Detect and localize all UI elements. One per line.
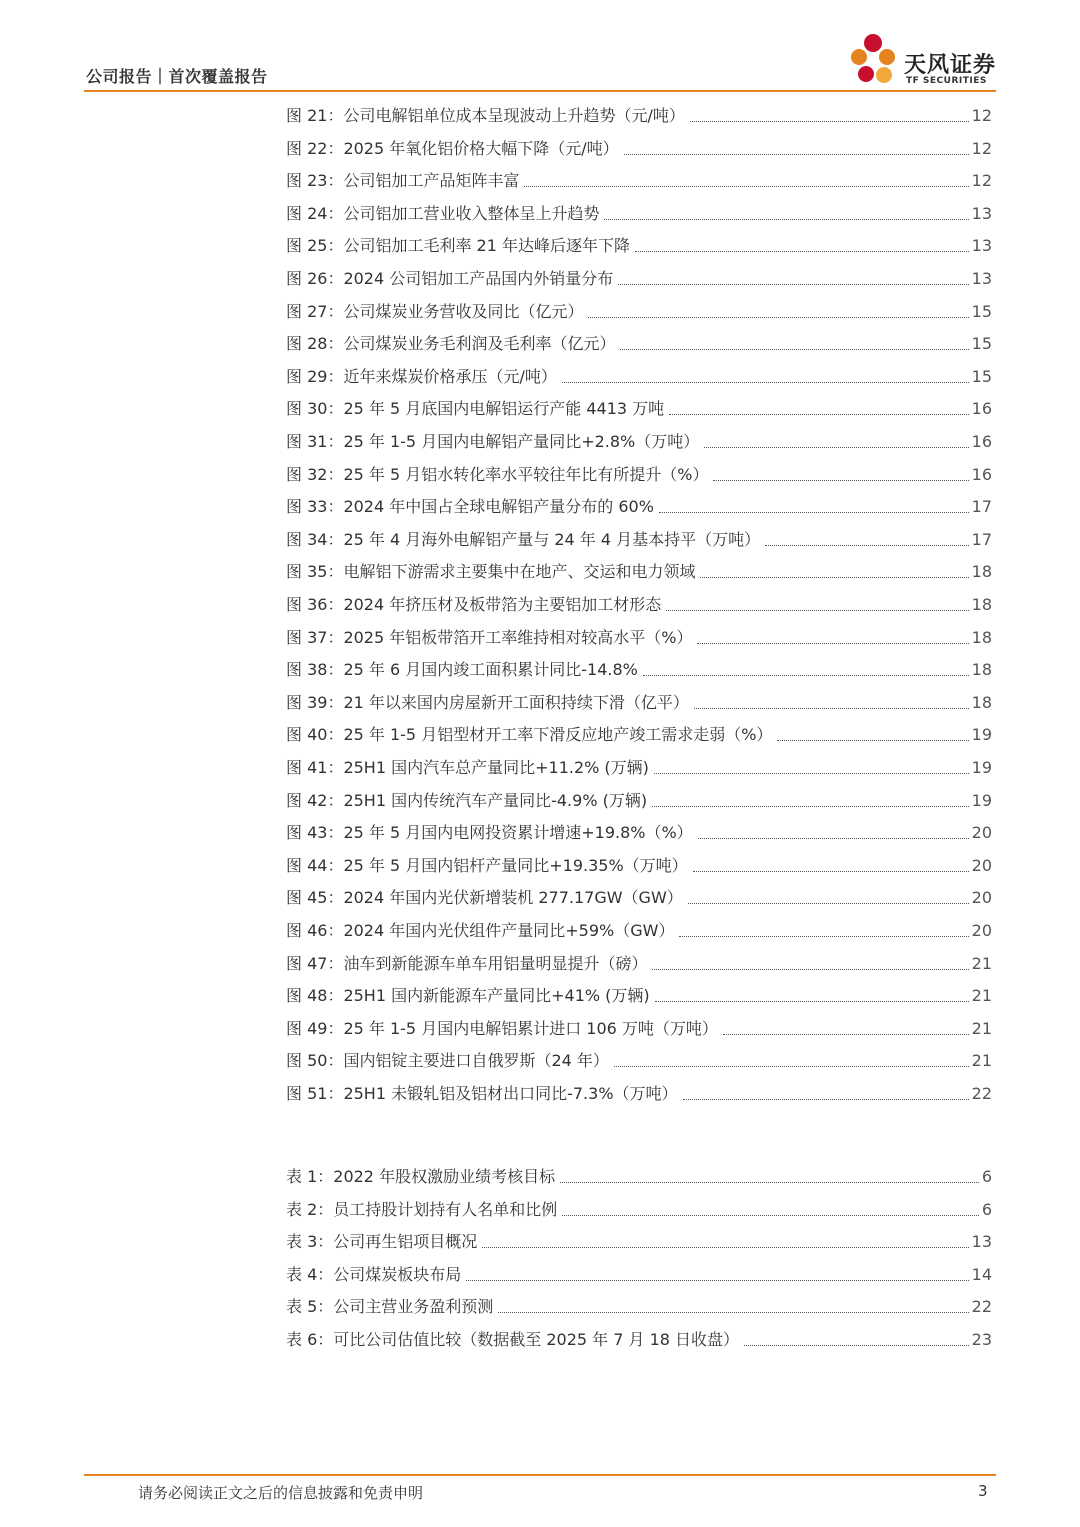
toc-entry[interactable] — [286, 235, 992, 257]
toc-entry-label: 图 25：公司铝加工毛利率 21 年达峰后逐年下降 — [286, 236, 630, 256]
toc-entry-page: 13 — [971, 203, 992, 223]
toc-entry-label: 图 35：电解铝下游需求主要集中在地产、交运和电力领域 — [286, 562, 696, 582]
toc-entry[interactable] — [286, 366, 992, 388]
toc-entry-label: 图 45：2024 年国内光伏新增装机 277.17GW（GW） — [286, 888, 683, 908]
toc-entry-page: 12 — [971, 171, 992, 191]
toc-entry[interactable] — [286, 301, 992, 323]
dot-leader — [669, 414, 969, 415]
toc-entry-label: 图 46：2024 年国内光伏组件产量同比+59%（GW） — [286, 921, 675, 940]
dot-leader — [690, 121, 969, 122]
toc-entry-label: 图 41：25H1 国内汽车总产量同比+11.2% (万辆) — [286, 758, 649, 777]
toc-entry[interactable] — [286, 529, 992, 551]
toc-entry-label: 图 24：公司铝加工营业收入整体呈上升趋势 — [286, 203, 600, 223]
toc-entry-label: 表 3：公司再生铝项目概况 — [286, 1232, 478, 1252]
page-number: 3 — [978, 1482, 988, 1500]
toc-entry[interactable] — [286, 464, 992, 486]
toc-entry[interactable] — [286, 757, 992, 779]
toc-entry[interactable] — [286, 268, 992, 290]
toc-entry-page: 13 — [971, 236, 992, 256]
toc-entry[interactable] — [286, 627, 992, 649]
dot-leader — [694, 708, 969, 709]
toc-entry-page: 22 — [971, 1297, 992, 1317]
dot-leader — [693, 871, 969, 872]
toc-entry-page: 20 — [971, 921, 992, 940]
dot-leader — [765, 545, 969, 546]
toc-entry-page: 15 — [971, 334, 992, 354]
dot-leader — [652, 806, 969, 807]
dot-leader — [643, 675, 969, 676]
dot-leader — [618, 284, 968, 285]
toc-entry-page: 21 — [971, 1051, 992, 1071]
toc-entry[interactable] — [286, 1329, 992, 1351]
dot-leader — [562, 1215, 979, 1216]
dot-leader — [683, 1099, 969, 1100]
toc-entry-label: 表 6：可比公司估值比较（数据截至 2025 年 7 月 18 日收盘） — [286, 1330, 740, 1349]
toc-entry-label: 图 28：公司煤炭业务毛利润及毛利率（亿元） — [286, 334, 616, 354]
flower-logo-icon — [846, 30, 900, 90]
toc-entry-label: 图 49：25 年 1-5 月国内电解铝累计进口 106 万吨（万吨） — [286, 1018, 718, 1038]
toc-entry-label: 图 50：国内铝锭主要进口自俄罗斯（24 年） — [286, 1051, 609, 1071]
toc-entry-label: 图 32：25 年 5 月铝水转化率水平较往年比有所提升（%） — [286, 464, 709, 484]
dot-leader — [624, 154, 969, 155]
dot-leader — [744, 1345, 969, 1346]
toc-entry[interactable] — [286, 1083, 992, 1105]
footer-divider — [84, 1474, 996, 1476]
toc-entry[interactable] — [286, 855, 992, 877]
dot-leader — [482, 1247, 968, 1248]
toc-entry[interactable] — [286, 496, 992, 518]
toc-entry-page: 18 — [971, 627, 992, 647]
toc-entry-label: 表 1：2022 年股权激励业绩考核目标 — [286, 1167, 556, 1186]
toc-entry-page: 15 — [971, 301, 992, 321]
report-type-label: 公司报告｜首次覆盖报告 — [86, 67, 268, 86]
toc-entry-label: 图 48：25H1 国内新能源车产量同比+41% (万辆) — [286, 986, 650, 1006]
toc-entry-page: 18 — [971, 562, 992, 582]
toc-entry-label: 图 51：25H1 未锻轧铝及铝材出口同比-7.3%（万吨） — [286, 1084, 678, 1103]
dot-leader — [588, 317, 968, 318]
toc-entry[interactable] — [286, 659, 992, 681]
toc-entry[interactable] — [286, 822, 992, 844]
dot-leader — [697, 643, 968, 644]
toc-entry-label: 图 30：25 年 5 月底国内电解铝运行产能 4413 万吨 — [286, 399, 665, 419]
toc-entry-label: 图 22：2025 年氧化铝价格大幅下降（元/吨） — [286, 138, 619, 158]
company-logo — [846, 30, 1006, 92]
toc-entry-label: 图 44：25 年 5 月国内铝杆产量同比+19.35%（万吨） — [286, 855, 688, 875]
toc-entry-label: 图 42：25H1 国内传统汽车产量同比-4.9% (万辆) — [286, 790, 648, 810]
toc-entry-label: 图 21：公司电解铝单位成本呈现波动上升趋势（元/吨） — [286, 106, 685, 125]
dot-leader — [777, 740, 968, 741]
toc-entry-page: 18 — [971, 660, 992, 680]
toc-entry[interactable] — [286, 790, 992, 812]
dot-leader — [655, 1001, 969, 1002]
toc-entry-label: 图 47：油车到新能源车单车用铝量明显提升（磅） — [286, 953, 648, 973]
toc-entry-page: 21 — [971, 953, 992, 973]
toc-entry-label: 图 37：2025 年铝板带箔开工率维持相对较高水平（%） — [286, 627, 693, 647]
dot-leader — [560, 1182, 979, 1183]
toc-entry-page: 18 — [971, 692, 992, 712]
toc-entry-page: 6 — [981, 1167, 992, 1186]
dot-leader — [635, 251, 969, 252]
toc-entry-page: 19 — [971, 790, 992, 810]
toc-entry-label: 图 34：25 年 4 月海外电解铝产量与 24 年 4 月基本持平（万吨） — [286, 529, 761, 549]
toc-entry[interactable] — [286, 887, 992, 909]
toc-entry-label: 图 40：25 年 1-5 月铝型材开工率下滑反应地产竣工需求走弱（%） — [286, 725, 773, 745]
toc-entry-page: 6 — [981, 1199, 992, 1219]
toc-entry[interactable] — [286, 105, 992, 127]
dot-leader — [666, 610, 968, 611]
header-divider — [84, 90, 996, 92]
dot-leader — [466, 1280, 968, 1281]
toc-entry-label: 图 33：2024 年中国占全球电解铝产量分布的 60% — [286, 497, 654, 517]
toc-entry-page: 19 — [971, 725, 992, 745]
dot-leader — [654, 773, 969, 774]
dot-leader — [562, 382, 969, 383]
logo-name: 天风证券 — [904, 53, 997, 78]
toc-entry-page: 21 — [971, 986, 992, 1006]
dot-leader — [659, 512, 969, 513]
toc-entry-page: 17 — [971, 497, 992, 517]
toc-entry-label: 图 27：公司煤炭业务营收及同比（亿元） — [286, 301, 584, 321]
dot-leader — [498, 1312, 968, 1313]
toc-entry-page: 14 — [971, 1264, 992, 1284]
footer-disclaimer: 请务必阅读正文之后的信息披露和免责申明 — [138, 1484, 424, 1502]
dot-leader — [700, 577, 968, 578]
toc-entry[interactable] — [286, 724, 992, 746]
toc-entry-page: 16 — [971, 399, 992, 419]
toc-entry-page: 12 — [971, 138, 992, 158]
toc-entry-page: 20 — [971, 823, 992, 843]
toc-entry[interactable] — [286, 1296, 992, 1318]
toc-entry[interactable] — [286, 1018, 992, 1040]
toc-entry-label: 表 4：公司煤炭板块布局 — [286, 1264, 462, 1284]
toc-entry-label: 图 36：2024 年挤压材及板带箔为主要铝加工材形态 — [286, 595, 662, 614]
toc-entry-label: 图 38：25 年 6 月国内竣工面积累计同比-14.8% — [286, 660, 638, 680]
toc-entry[interactable] — [286, 1231, 992, 1253]
toc-entry-page: 16 — [971, 464, 992, 484]
dot-leader — [704, 447, 968, 448]
toc-entry[interactable] — [286, 692, 992, 714]
toc-entry[interactable] — [286, 1199, 992, 1221]
toc-entry-page: 19 — [971, 758, 992, 777]
toc-entry-label: 图 26：2024 公司铝加工产品国内外销量分布 — [286, 269, 614, 288]
toc-entry[interactable] — [286, 953, 992, 975]
dot-leader — [614, 1066, 969, 1067]
toc-entry-page: 20 — [971, 855, 992, 875]
toc-entry-page: 16 — [971, 432, 992, 451]
toc-entry[interactable] — [286, 1264, 992, 1286]
toc-entry-page: 17 — [971, 529, 992, 549]
toc-entry-page: 18 — [971, 595, 992, 614]
toc-entry-page: 15 — [971, 366, 992, 386]
toc-entry-label: 表 5：公司主营业务盈利预测 — [286, 1297, 494, 1317]
dot-leader — [698, 838, 969, 839]
dot-leader — [688, 903, 969, 904]
dot-leader — [723, 1034, 969, 1035]
toc-entry[interactable] — [286, 1166, 992, 1188]
toc-entry-page: 22 — [971, 1084, 992, 1103]
toc-entry[interactable] — [286, 985, 992, 1007]
toc-entry-label: 图 39：21 年以来国内房屋新开工面积持续下滑（亿平） — [286, 692, 689, 712]
dot-leader — [620, 349, 968, 350]
toc-entry[interactable] — [286, 333, 992, 355]
toc-entry-page: 13 — [971, 269, 992, 288]
toc-entry[interactable] — [286, 138, 992, 160]
toc-entry-page: 20 — [971, 888, 992, 908]
toc-entry[interactable] — [286, 920, 992, 942]
toc-entry-label: 图 29：近年来煤炭价格承压（元/吨） — [286, 366, 557, 386]
toc-entry[interactable] — [286, 1050, 992, 1072]
toc-entry-label: 图 23：公司铝加工产品矩阵丰富 — [286, 171, 520, 191]
toc-entry[interactable] — [286, 398, 992, 420]
toc-entry[interactable] — [286, 594, 992, 616]
toc-entry[interactable] — [286, 203, 992, 225]
toc-entry[interactable] — [286, 170, 992, 192]
dot-leader — [604, 219, 968, 220]
dot-leader — [679, 936, 968, 937]
page-header — [0, 0, 1080, 100]
dot-leader — [524, 186, 968, 187]
toc-entry[interactable] — [286, 431, 992, 453]
toc-entry-page: 12 — [971, 106, 992, 125]
dot-leader — [652, 969, 968, 970]
toc-entry-label: 表 2：员工持股计划持有人名单和比例 — [286, 1199, 558, 1219]
toc-entry-page: 13 — [971, 1232, 992, 1252]
logo-subtitle: TF SECURITIES — [906, 76, 987, 86]
toc-entry-page: 23 — [971, 1330, 992, 1349]
dot-leader — [713, 480, 968, 481]
toc-entry[interactable] — [286, 561, 992, 583]
toc-entry-page: 21 — [971, 1018, 992, 1038]
toc-entry-label: 图 31：25 年 1-5 月国内电解铝产量同比+2.8%（万吨） — [286, 432, 700, 451]
toc-entry-label: 图 43：25 年 5 月国内电网投资累计增速+19.8%（%） — [286, 823, 693, 843]
